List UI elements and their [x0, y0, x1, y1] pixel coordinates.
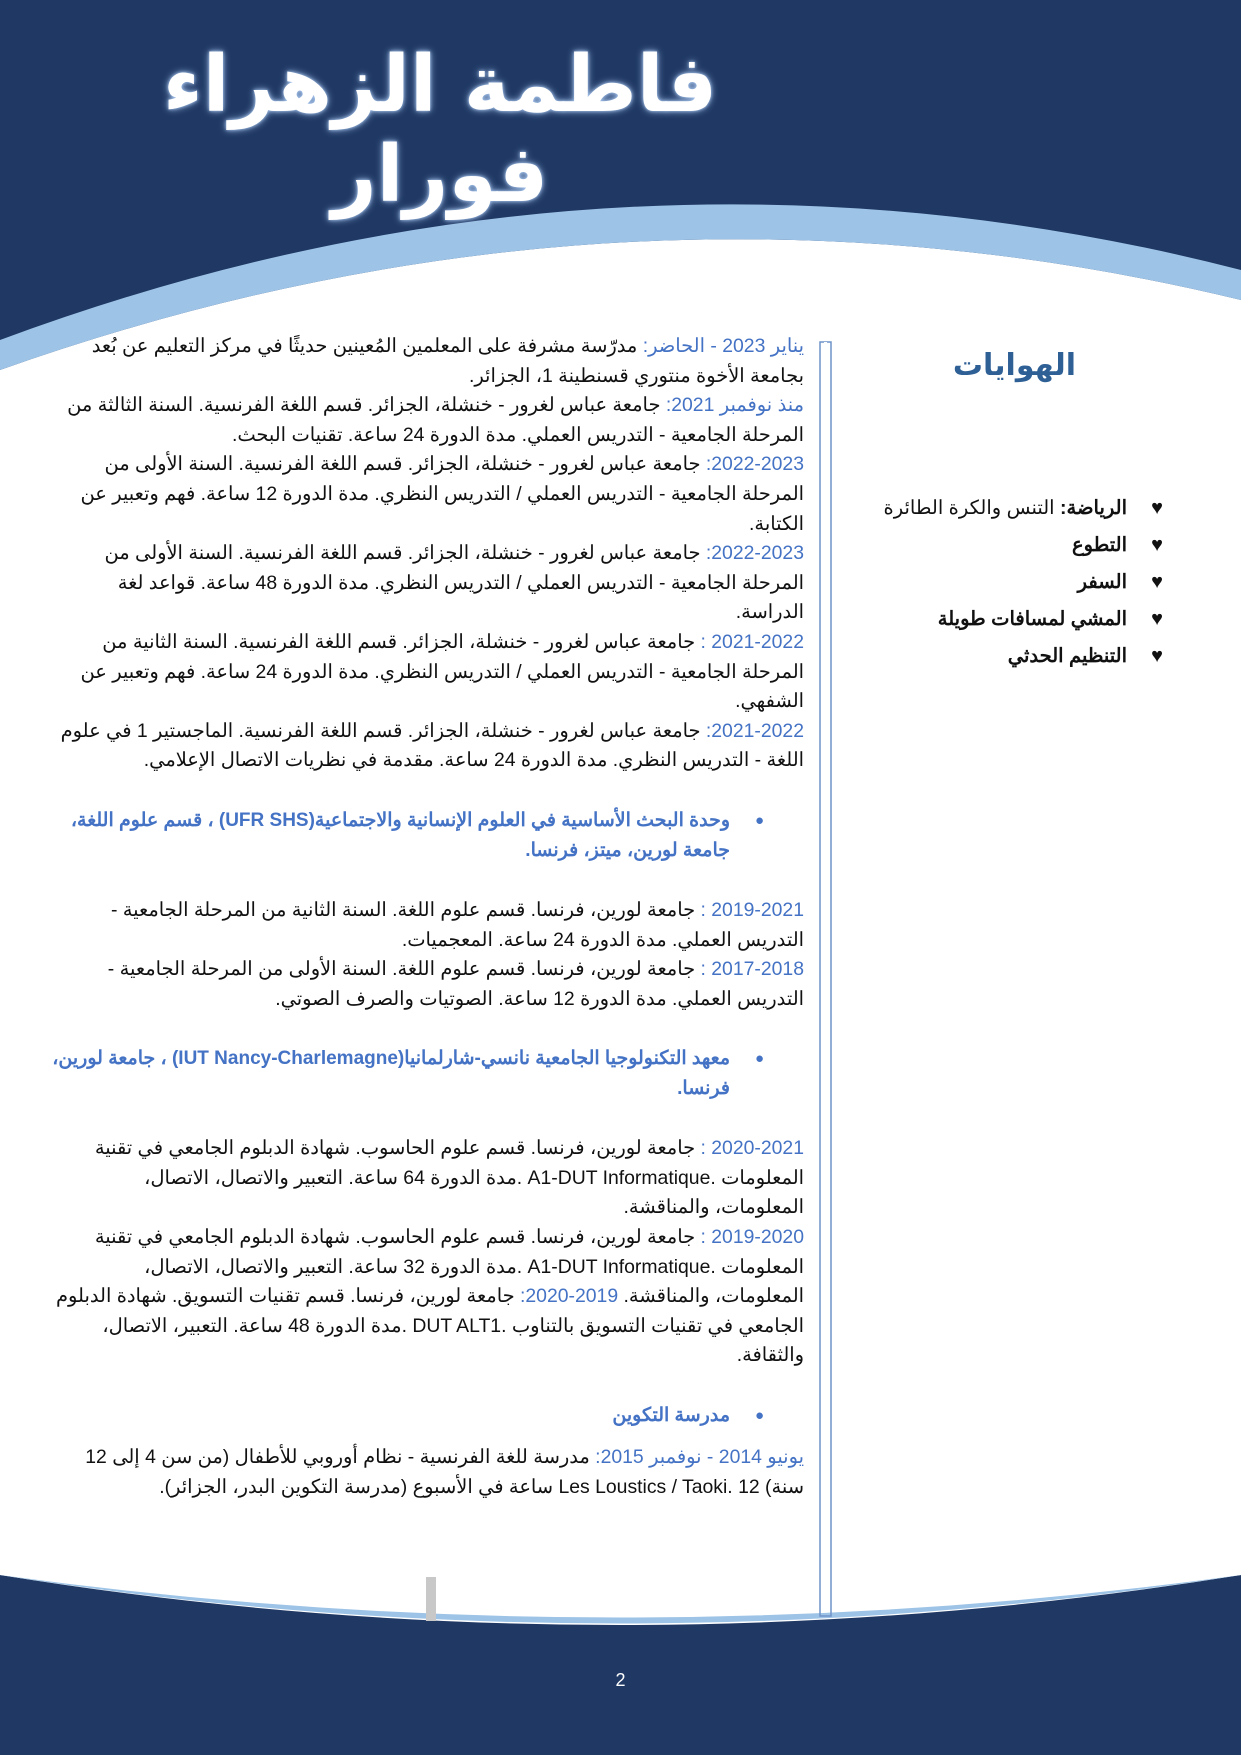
experience-entry — [52, 896, 804, 955]
list-item — [884, 564, 1163, 601]
experience-column — [52, 332, 804, 1502]
experience-entry — [52, 391, 804, 450]
bullet-icon: ● — [754, 811, 764, 829]
entry-date: 2022-2023: — [705, 542, 804, 565]
experience-entry — [52, 628, 804, 717]
heart-icon: ♥ — [1151, 534, 1163, 556]
entry-date: يناير 2023 - الحاضر: — [642, 335, 804, 357]
experience-entry — [52, 332, 804, 391]
experience-entry — [52, 1134, 804, 1223]
entry-date: 2021-2022 : — [700, 630, 804, 653]
entry-text: جامعة عباس لغرور - خنشلة، الجزائر. قسم اللغة الفرنسية. الماجستير 1 في علوم اللغة - التدريس النظري. مدة الدورة 24 ساعة. مقدمة في نظريات الاتصال الإعلامي. — [60, 719, 804, 772]
heart-icon: ♥ — [1151, 497, 1163, 519]
entry-text: مدرّسة مشرفة على المعلمين المُعينين حديثًا في مركز التعليم عن بُعد بجامعة الأخوة منتوري قسنطينة 1، الجزائر. — [91, 335, 804, 387]
entry-date: 2021-2022: — [705, 719, 804, 742]
page-number: 2 — [615, 1670, 626, 1690]
experience-entry — [52, 1443, 804, 1502]
entry-text: مدرسة للغة الفرنسية - نظام أوروبي للأطفال (من سن 4 إلى 12 سنة) Les Loustics / Taoki. 12 ساعة في الأسبوع (مدرسة التكوين البدر، الجزائر). — [85, 1446, 804, 1498]
entry-text: جامعة عباس لغرور - خنشلة، الجزائر. قسم اللغة الفرنسية. السنة الأولى من المرحلة الجامعية - التدريس العملي / التدريس النظري. مدة الدورة 48 ساعة. قواعد لغة الدراسة. — [104, 542, 804, 624]
entry-text: جامعة لورين، فرنسا. قسم علوم اللغة. السنة الأولى من المرحلة الجامعية - التدريس العملي. مدة الدورة 12 ساعة. الصوتيات والصرف الصوتي. — [107, 958, 804, 1010]
entry-text: جامعة لورين، فرنسا. قسم علوم اللغة. السنة الثانية من المرحلة الجامعية - التدريس العملي. مدة الدورة 24 ساعة. المعجميات. — [110, 898, 804, 951]
hobbies-title: الهوايات — [952, 348, 1076, 383]
entry-date: 2019-2021 : — [700, 898, 804, 921]
list-item — [884, 638, 1163, 675]
bullet-icon: ● — [754, 1407, 764, 1425]
entry-text: جامعة عباس لغرور - خنشلة، الجزائر. قسم اللغة الفرنسية. السنة الثانية من المرحلة الجامعية - التدريس العملي / التدريس النظري. مدة الدورة 24 ساعة. فهم وتعبير عن الشفهي. — [80, 630, 804, 713]
experience-entry — [52, 955, 804, 1014]
entry-text: جامعة لورين، فرنسا. قسم علوم الحاسوب. شهادة الدبلوم الجامعي في تقنية المعلومات .A1-DUT Informatique .مدة الدورة 32 ساعة. التعبير والاتصال، الاتصال، المعلومات، والمناقشة. — [94, 1226, 804, 1308]
bullet-icon: ● — [754, 1050, 764, 1068]
entry-date: يونيو 2014 - نوفمبر 2015: — [595, 1446, 804, 1469]
experience-entry — [52, 450, 804, 539]
hobby-label: التنظيم الحدثي — [1007, 645, 1127, 667]
person-name: فاطمة الزهراء فورار — [162, 40, 718, 220]
heart-icon: ♥ — [1151, 571, 1163, 593]
list-item — [884, 490, 1163, 527]
experience-entry — [52, 1223, 804, 1371]
experience-entry — [52, 717, 804, 776]
hobby-detail: التنس والكرة الطائرة — [883, 497, 1060, 519]
entry-date: 2020-2021 : — [700, 1137, 804, 1160]
entry-text: جامعة عباس لغرور - خنشلة، الجزائر. قسم اللغة الفرنسية. السنة الثالثة من المرحلة الجامعية - التدريس العملي. مدة الدورة 24 ساعة. تقنيات البحث. — [67, 394, 804, 446]
hobby-label: الرياضة: — [1060, 497, 1127, 519]
entry-text: جامعة عباس لغرور - خنشلة، الجزائر. قسم اللغة الفرنسية. السنة الأولى من المرحلة الجامعية - التدريس العملي / التدريس النظري. مدة الدورة 12 ساعة. فهم وتعبير عن الكتابة. — [80, 453, 804, 535]
section-heading-training-school — [52, 1401, 804, 1431]
heart-icon: ♥ — [1151, 608, 1163, 630]
heart-icon: ♥ — [1151, 645, 1163, 667]
entry-date: 2019-2020: — [519, 1285, 624, 1308]
list-item — [884, 527, 1163, 564]
entry-text: جامعة لورين، فرنسا. قسم علوم الحاسوب. شهادة الدبلوم الجامعي في تقنية المعلومات .A1-DUT Informatique .مدة الدورة 64 ساعة. التعبير والاتصال، الاتصال، المعلومات، والمناقشة. — [94, 1137, 804, 1219]
section-title: مدرسة التكوين — [612, 1405, 730, 1427]
experience-entry — [52, 539, 804, 628]
hobbies-list — [884, 490, 1163, 675]
section-heading-iut — [52, 1044, 804, 1104]
section-title: وحدة البحث الأساسية في العلوم الإنسانية والاجتماعية(UFR SHS) ، قسم علوم اللغة، جامعة لورين، ميتز، فرنسا. — [70, 809, 730, 861]
grey-mark — [426, 1577, 436, 1621]
entry-date: 2017-2018 : — [700, 958, 804, 981]
entry-text: جامعة لورين، فرنسا. قسم تقنيات التسويق. شهادة الدبلوم الجامعي في تقنيات التسويق بالتناوب .DUT ALT1 .مدة الدورة 48 ساعة. التعبير، الاتصال، والثقافة. — [56, 1285, 804, 1367]
section-title: معهد التكنولوجيا الجامعية نانسي-شارلمانيا(IUT Nancy-Charlemagne) ، جامعة لورين، فرنسا. — [52, 1048, 730, 1100]
entry-date: 2019-2020 : — [700, 1226, 804, 1249]
list-item — [884, 601, 1163, 638]
entry-date: منذ نوفمبر 2021: — [665, 394, 804, 417]
hobby-label: السفر — [1077, 571, 1127, 593]
entry-date: 2022-2023: — [705, 453, 804, 476]
hobby-label: التطوع — [1072, 534, 1127, 556]
section-heading-ufr-shs — [52, 806, 804, 866]
hobby-label: المشي لمسافات طويلة — [937, 608, 1127, 630]
